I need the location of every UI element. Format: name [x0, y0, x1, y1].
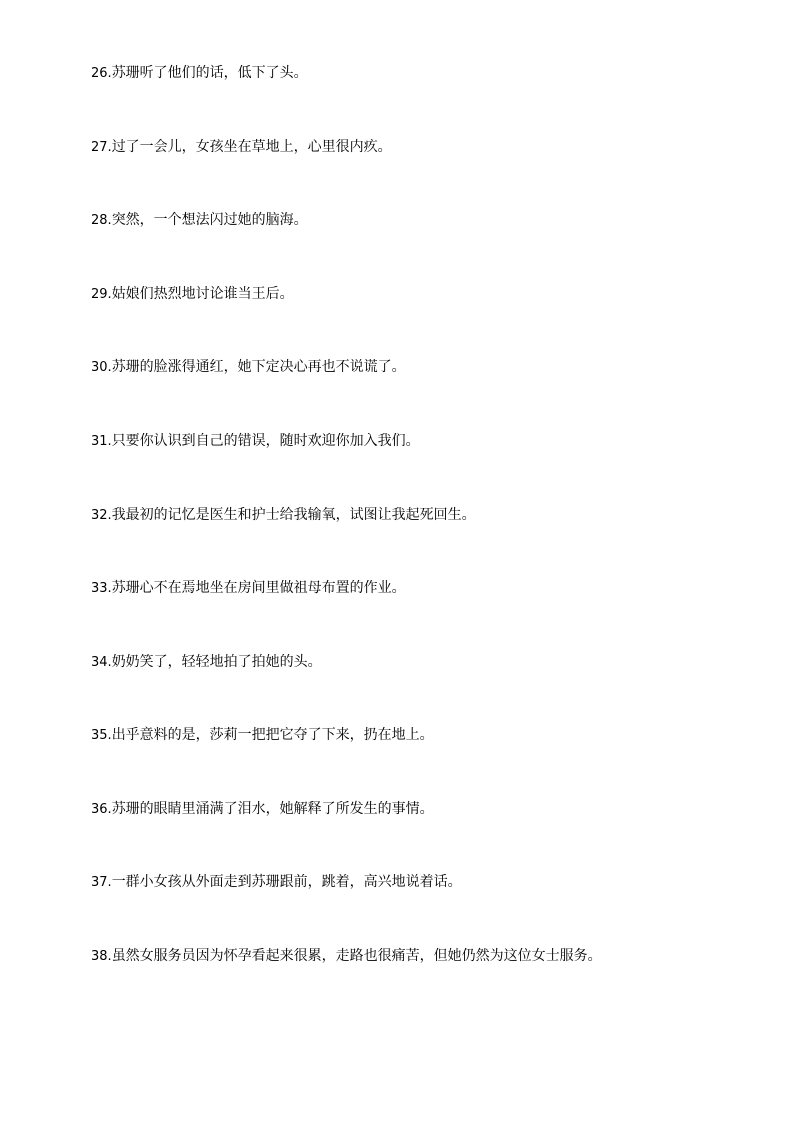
sentence-text: 虽然女服务员因为怀孕看起来很累，走路也很痛苦，但她仍然为这位女士服务。 [111, 948, 602, 964]
sentence-number: 27. [91, 140, 112, 155]
sentence-text: 出乎意料的是，莎莉一把把它夺了下来，扔在地上。 [111, 727, 434, 743]
sentence-number: 37. [91, 875, 112, 890]
sentence-number: 32. [91, 508, 112, 523]
sentence-number: 38. [91, 949, 112, 964]
sentence-text: 我最初的记忆是医生和护士给我输氧，试图让我起死回生。 [111, 507, 476, 523]
sentence-30 [91, 358, 406, 377]
sentence-text: 姑娘们热烈地讨论谁当王后。 [111, 286, 294, 302]
sentence-number: 29. [91, 287, 112, 302]
sentence-37 [91, 873, 462, 892]
sentence-33 [91, 579, 406, 598]
sentence-number: 34. [91, 655, 112, 670]
sentence-27 [91, 138, 392, 157]
sentence-number: 28. [91, 213, 112, 228]
sentence-34 [91, 653, 322, 672]
sentence-number: 26. [91, 66, 112, 81]
sentence-text: 苏珊的脸涨得通红，她下定决心再也不说谎了。 [111, 359, 406, 375]
sentence-number: 33. [91, 581, 112, 596]
sentence-32 [91, 506, 476, 525]
sentence-text: 奶奶笑了，轻轻地拍了拍她的头。 [111, 654, 322, 670]
sentence-number: 30. [91, 360, 112, 375]
sentence-text: 苏珊心不在焉地坐在房间里做祖母布置的作业。 [111, 580, 406, 596]
sentence-text: 只要你认识到自己的错误，随时欢迎你加入我们。 [111, 433, 420, 449]
sentence-text: 过了一会儿，女孩坐在草地上，心里很内疚。 [111, 139, 392, 155]
sentence-text: 苏珊的眼睛里涌满了泪水，她解释了所发生的事情。 [111, 801, 434, 817]
sentence-text: 突然，一个想法闪过她的脑海。 [111, 212, 308, 228]
sentence-number: 36. [91, 802, 112, 817]
sentence-31 [91, 432, 420, 451]
sentence-26 [91, 64, 308, 83]
sentence-35 [91, 726, 434, 745]
sentence-29 [91, 285, 294, 304]
sentence-text: 一群小女孩从外面走到苏珊跟前，跳着，高兴地说着话。 [111, 874, 462, 890]
sentence-36 [91, 800, 434, 819]
sentence-38 [91, 947, 602, 966]
sentence-text: 苏珊听了他们的话，低下了头。 [111, 65, 308, 81]
sentence-number: 31. [91, 434, 112, 449]
sentence-number: 35. [91, 728, 112, 743]
sentence-28 [91, 211, 308, 230]
